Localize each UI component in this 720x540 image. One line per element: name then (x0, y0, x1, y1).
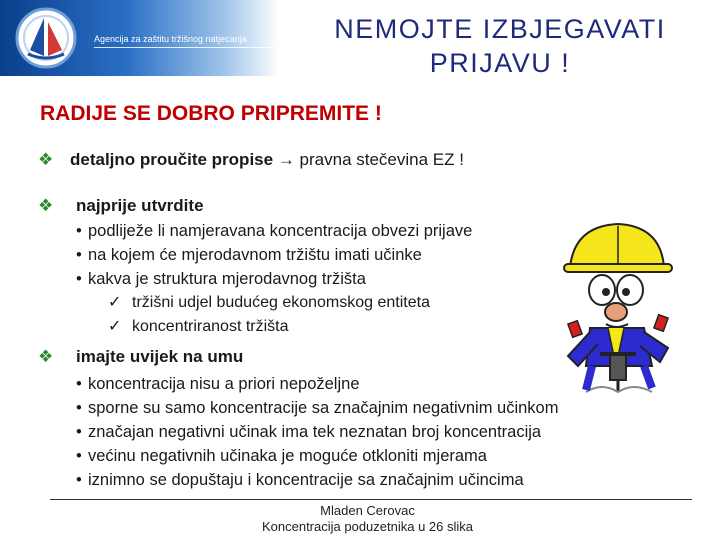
agency-name: Agencija za zaštitu tržišnog natjecanja (94, 34, 247, 44)
construction-worker-icon (556, 216, 684, 394)
list-item: • na kojem će mjerodavnom tržištu imati učinke (76, 246, 422, 264)
list-item: • koncentracija nisu a priori nepoželjne (76, 375, 360, 393)
footer-divider (50, 499, 692, 500)
diamond-bullet-icon: ❖ (38, 347, 54, 366)
check-icon: ✓ (108, 318, 122, 335)
bullet-study-regulations (38, 150, 464, 170)
list-item: • većinu negativnih učinaka je moguće otkloniti mjerama (76, 447, 487, 465)
bullet-strong-text: najprije utvrdite (76, 196, 204, 215)
list-item: • iznimno se dopuštaju i koncentracije sa značajnim učincima (76, 471, 524, 489)
list-item: • podliježe li namjeravana koncentracija obvezi prijave (76, 222, 473, 240)
subtitle: RADIJE SE DOBRO PRIPREMITE ! (40, 102, 382, 125)
agency-logo-icon (14, 6, 78, 70)
list-item: • značajan negativni učinak ima tek neznatan broj koncentracija (76, 423, 542, 441)
bullet-keep-in-mind (38, 347, 243, 367)
check-item: ✓ koncentriranost tržišta (108, 315, 289, 339)
title-line-2: PRIJAVU ! (429, 48, 571, 78)
check-icon: ✓ (108, 294, 122, 311)
check-item: ✓ tržišni udjel budućeg ekonomskog entiteta (108, 291, 430, 315)
banner-divider (94, 47, 276, 48)
title-line-1: NEMOJTE IZBJEGAVATI (334, 14, 666, 44)
bullet-strong-text: imajte uvijek na umu (76, 347, 244, 366)
page-title (290, 12, 710, 80)
diamond-bullet-icon: ❖ (38, 150, 54, 169)
list-item: • kakva je struktura mjerodavnog tržišta (76, 270, 366, 288)
header-banner (0, 0, 280, 76)
bullet-strong-text: detaljno proučite propise (70, 150, 274, 169)
footer-author: Mladen Cerovac (320, 503, 415, 518)
diamond-bullet-icon: ❖ (38, 196, 54, 215)
bullet-rest-text: → pravna stečevina EZ ! (273, 150, 464, 169)
list-item: • sporne su samo koncentracije sa značajnim negativnim učinkom (76, 399, 559, 417)
bullet-determine-first (38, 196, 204, 216)
footer-deck-title: Koncentracija poduzetnika u 26 slika (261, 519, 474, 534)
